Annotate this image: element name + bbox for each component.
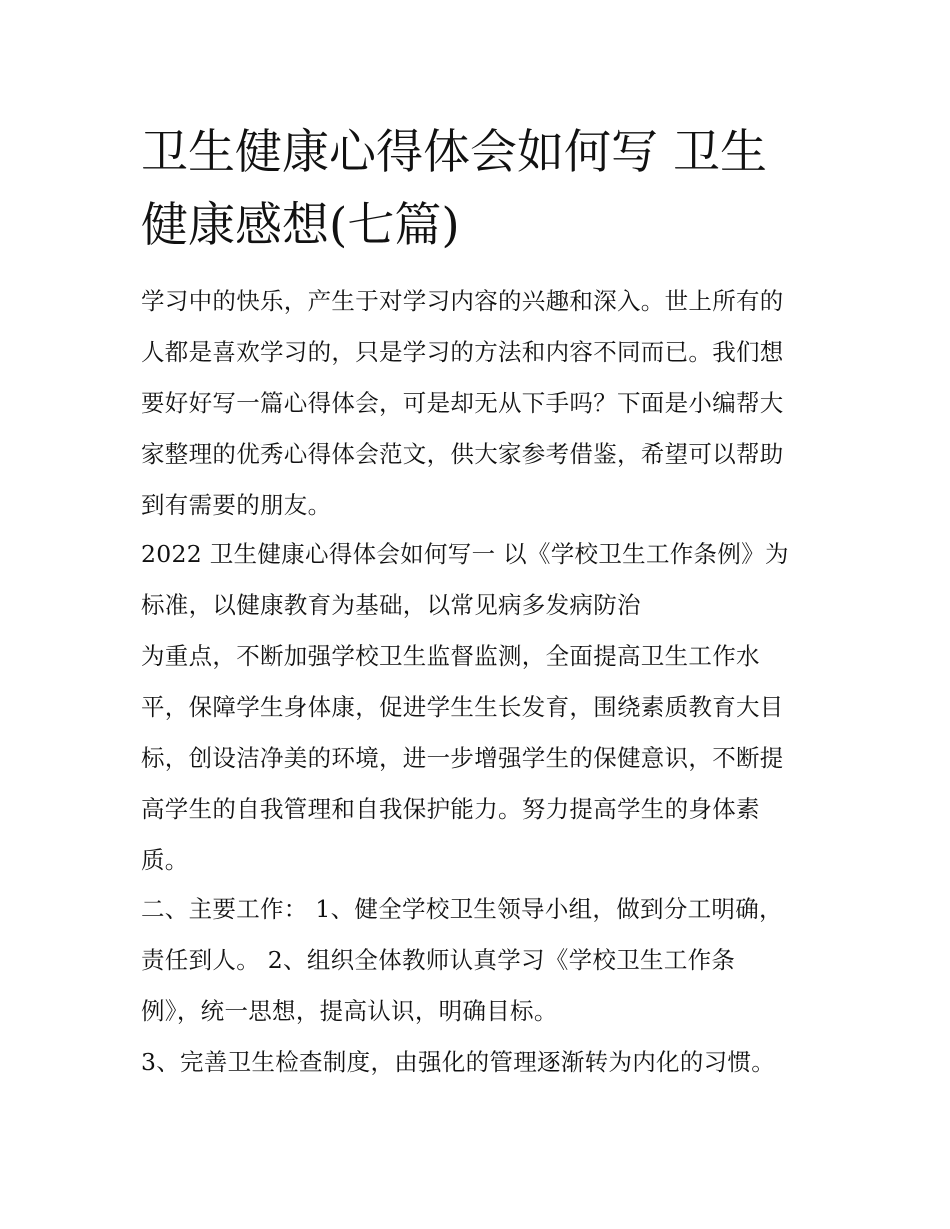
body-line: 高学生的自我管理和自我保护能力。努力提高学生的身体素 <box>141 795 760 823</box>
body-line: 标准，以健康教育为基础，以常见病多发病防治 <box>141 591 641 619</box>
body-line: 为重点，不断加强学校卫生监督监测，全面提高卫生工作水 <box>141 642 760 670</box>
title-line: 卫生健康心得体会如何写 卫生 <box>141 125 767 180</box>
body-line: 平，保障学生身体康，促进学生生长发育，围绕素质教育大目 <box>141 693 784 721</box>
body-line: 责任到人。 2、组织全体教师认真学习《学校卫生工作条 <box>141 946 736 974</box>
body-line: 标，创设洁净美的环境，进一步增强学生的保健意识，不断提 <box>141 744 784 772</box>
body-line: 学习中的快乐，产生于对学习内容的兴趣和深入。世上所有的 <box>141 287 784 315</box>
title-line: 健康感想(七篇) <box>141 198 460 253</box>
body-line: 二、主要工作： 1、健全学校卫生领导小组，做到分工明确， <box>141 895 783 923</box>
body-line: 到有需要的朋友。 <box>141 491 332 519</box>
body-line: 例》，统一思想，提高认识，明确目标。 <box>141 997 558 1025</box>
body-line: 2022 卫生健康心得体会如何写一 以《学校卫生工作条例》为 <box>141 540 789 568</box>
body-line: 3、完善卫生检查制度，由强化的管理逐渐转为内化的习惯。 <box>141 1048 776 1076</box>
document-title <box>141 116 821 262</box>
body-line: 质。 <box>141 846 189 874</box>
body-line: 家整理的优秀心得体会范文，供大家参考借鉴，希望可以帮助 <box>141 440 784 468</box>
body-line: 要好好写一篇心得体会，可是却无从下手吗？下面是小编帮大 <box>141 389 784 417</box>
body-line: 人都是喜欢学习的，只是学习的方法和内容不同而已。我们想 <box>141 338 784 366</box>
